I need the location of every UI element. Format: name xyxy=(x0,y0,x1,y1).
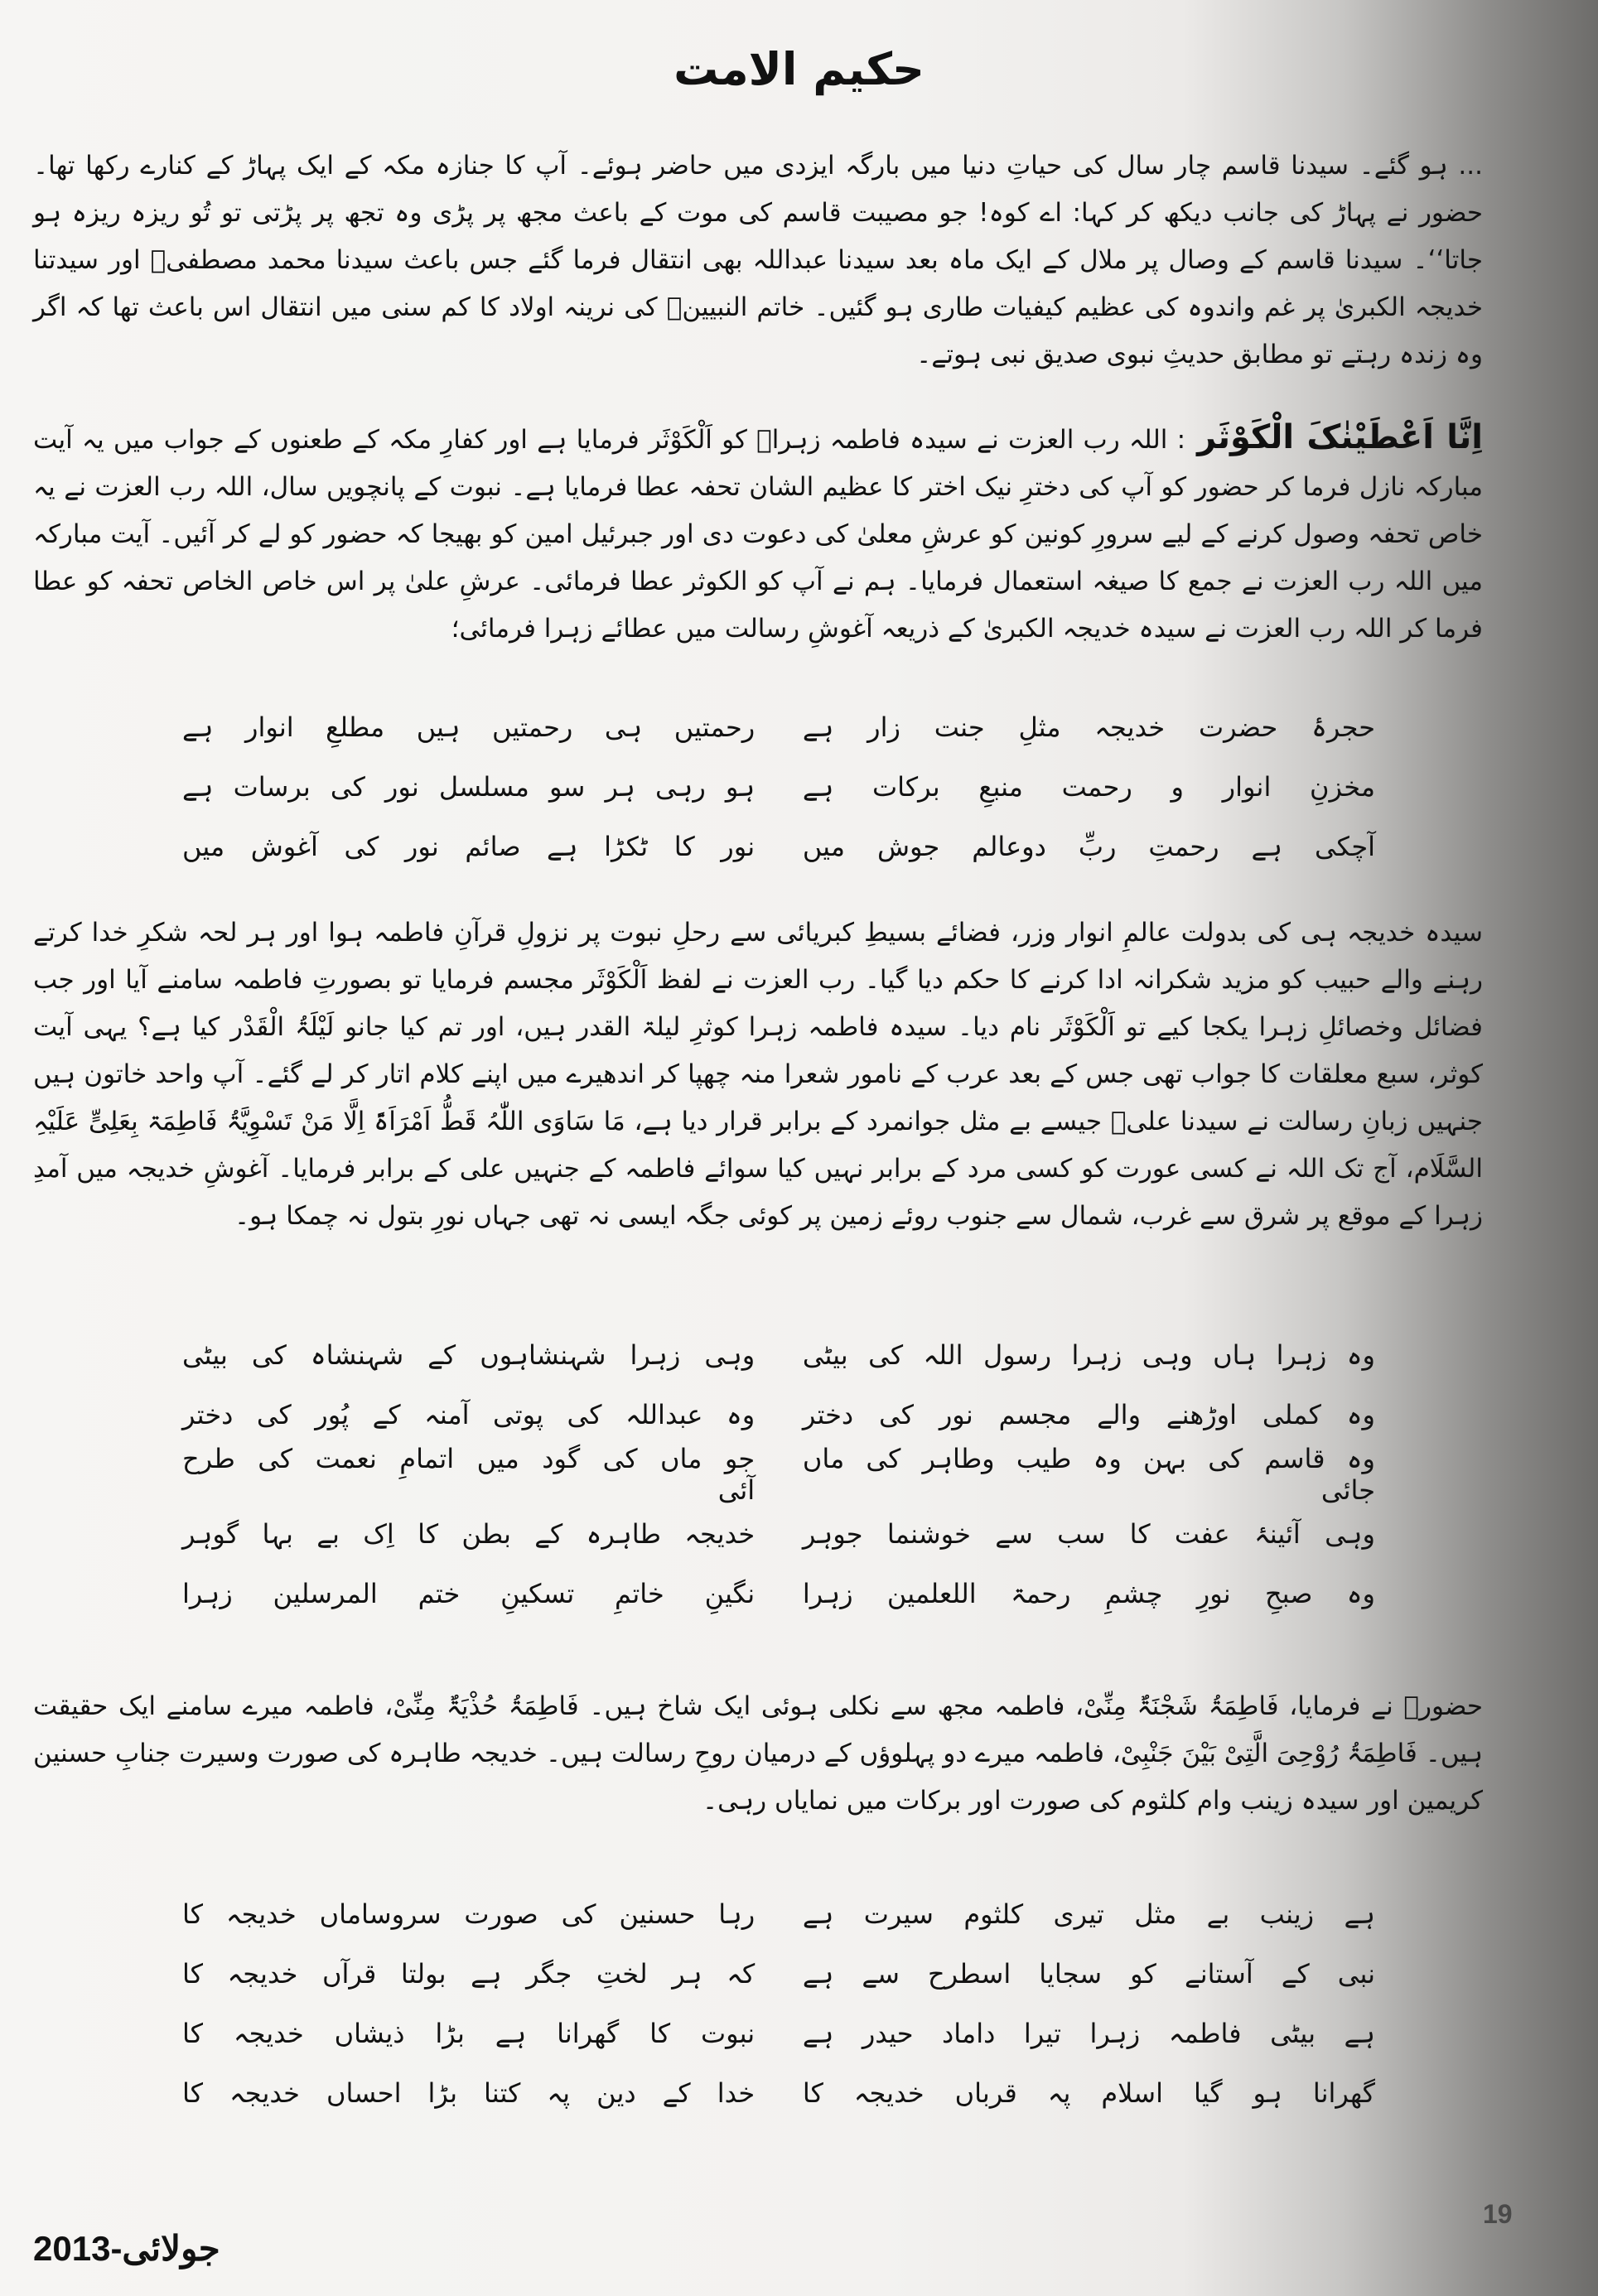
poem-couplet xyxy=(182,2004,1375,2063)
first-hemistich: ہے بیٹی فاطمہ زہرا تیرا داماد حیدر ہے xyxy=(802,2018,1375,2049)
second-hemistich: نبوت کا گھرانا ہے بڑا ذیشاں خدیجہ کا xyxy=(182,2018,756,2049)
paragraph: سیدہ خدیجہ ہی کی بدولت عالمِ انوار وزر، فضائے بسیطِ کبریائی سے رحلِ نبوت پر نزولِ قرآنِ فاطمہ ہوا اور ہر لحہ شکرِ خدا کرتے رہنے والے حبیب کو مزید شکرانہ ادا کرنے کا حکم دیا گیا۔ رب العزت نے لفظ اَلْکَوْثَر مجسم فرمایا تو بصورتِ فاطمہ سامنے آیا اور جب فضائل وخصائلِ زہرا یکجا کیے تو اَلْکَوْثَر نام دیا۔ سیدہ فاطمہ زہرا کوثرِ لیلۃ القدر ہیں، اور تم کیا جانو لَیْلَۃُ الْقَدْر کیا ہے؟ یہی آیت کوثر، سبع معلقات کا جواب تھی جس کے بعد عرب کے نامور شعرا منہ چھپا کر اندھیرے میں اپنے کلام اتار کر لے گئے۔ آپ واحد خاتون ہیں جنہیں زبانِ رسالت نے سیدنا علیؑ جیسے بے مثل جوانمرد کے برابر قرار دیا ہے، مَا سَاوَی اللّٰہُ قَطُّ اَمْرَاَۃً اِلَّا مَنْ تَسْوِیَّۃُ فَاطِمَۃ بِعَلِیٍّ عَلَیْہِ السَّلَام، آج تک اللہ نے کسی عورت کو کسی مرد کے برابر نہیں کیا سوائے فاطمہ کے جنہیں علی کے برابر فرمایا۔ آغوشِ خدیجہ میں آمدِ زہرا کے موقع پر شرق سے غرب، شمال سے جنوب روئے زمین پر کوئی جگہ ایسی نہ تھی جہاں نورِ بتول نہ چمکا ہو۔ xyxy=(33,918,1483,1231)
poem-couplet xyxy=(182,1564,1375,1623)
paragraph: حضورؐ نے فرمایا، فَاطِمَۃُ شَجْنَۃٌ مِنِّیْ، فاطمہ مجھ سے نکلی ہوئی ایک شاخ ہیں۔ فَاطِمَۃُ حُذْیَۃٌ مِنِّیْ، فاطمہ میرے سامنے ایک حقیقت ہیں۔ فَاطِمَۃُ رُوْحِیَ الَّتِیْ بَیْنَ جَنْبِیْ، فاطمہ میرے دو پہلوؤں کے درمیان روحِ رسالت ہیں۔ خدیجہ طاہرہ کی صورت وسیرت جنابِ حسنین کریمین اور سیدہ زینب وام کلثوم کی صورت اور برکات میں نمایاں رہی۔ xyxy=(33,1691,1483,1816)
poem-couplet xyxy=(182,697,1375,757)
second-hemistich: جو ماں کی گود میں اتمامِ نعمت کی طرح آئی xyxy=(182,1443,756,1506)
poem-couplet xyxy=(182,1385,1375,1445)
poem-couplet xyxy=(182,1325,1375,1385)
poem-couplet xyxy=(182,2063,1375,2123)
first-hemistich: حجرۂ حضرت خدیجہ مثلِ جنت زار ہے xyxy=(802,711,1375,743)
second-hemistich: نگینِ خاتمِ تسکینِ ختم المرسلین زہرا xyxy=(182,1578,756,1609)
second-hemistich: نور کا ٹکڑا ہے صائم نور کی آغوش میں xyxy=(182,831,756,862)
second-hemistich: وہی زہرا شہنشاہوں کے شہنشاہ کی بیٹی xyxy=(182,1339,756,1371)
issue-date: جولائی-2013 xyxy=(33,2229,220,2268)
poem-couplet xyxy=(182,1944,1375,2004)
first-hemistich: وہ قاسم کی بہن وہ طیب وطاہر کی ماں جائی xyxy=(802,1443,1375,1506)
section-heading-kausar: اِنَّا اَعْطَیْنٰکَ الْکَوْثَر xyxy=(1197,418,1484,456)
second-hemistich: رحمتیں ہی رحمتیں ہیں مطلعِ انوار ہے xyxy=(182,711,756,743)
second-hemistich: کہ ہر لختِ جگر ہے بولتا قرآں خدیجہ کا xyxy=(182,1958,756,1990)
first-hemistich: وہ زہرا ہاں وہی زہرا رسول اللہ کی بیٹی xyxy=(802,1339,1375,1371)
second-hemistich: رہا حسنین کی صورت سروساماں خدیجہ کا xyxy=(182,1898,756,1930)
paragraph xyxy=(33,414,1483,653)
section-qasim xyxy=(33,142,1483,379)
poem-3 xyxy=(182,1884,1375,2123)
poem-couplet xyxy=(182,1445,1375,1504)
page-number: 19 xyxy=(1483,2199,1513,2229)
first-hemistich: وہ کملی اوڑھنے والے مجسم نور کی دختر xyxy=(802,1399,1375,1430)
first-hemistich: وہی آئینۂ عفت کا سب سے خوشنما جوہر xyxy=(802,1518,1375,1550)
poem-couplet xyxy=(182,757,1375,817)
section-hadith xyxy=(33,1683,1483,1825)
second-hemistich: خدا کے دین پہ کتنا بڑا احساں خدیجہ کا xyxy=(182,2077,756,2109)
second-hemistich: خدیجہ طاہرہ کے بطن کا اِک بے بہا گوہر xyxy=(182,1518,756,1550)
poem-1 xyxy=(182,697,1375,876)
first-hemistich: مخزنِ انوار و رحمت منبعِ برکات ہے xyxy=(802,771,1375,803)
poem-2 xyxy=(182,1325,1375,1623)
first-hemistich: وہ صبحِ نورِ چشمِ رحمۃ اللعلمین زہرا xyxy=(802,1578,1375,1609)
first-hemistich: ہے زینب بے مثل تیری کلثوم سیرت ہے xyxy=(802,1898,1375,1930)
first-hemistich: گھرانا ہو گیا اسلام پہ قرباں خدیجہ کا xyxy=(802,2077,1375,2109)
first-hemistich: آچکی ہے رحمتِ ربِّ دوعالم جوش میں xyxy=(802,831,1375,862)
page-title: حکیم الامت xyxy=(673,43,925,95)
first-hemistich: نبی کے آستانے کو سجایا اسطرح سے ہے xyxy=(802,1958,1375,1990)
poem-couplet xyxy=(182,817,1375,876)
poem-couplet xyxy=(182,1504,1375,1564)
paragraph-text: : اللہ رب العزت نے سیدہ فاطمہ زہراؑ کو اَلْکَوْثَر فرمایا ہے اور کفارِ مکہ کے طعنوں کے جواب میں یہ آیت مبارکہ نازل فرما کر حضور کو آپ کی دخترِ نیک اختر کا عظیم الشان تحفہ عطا فرمایا ہے۔ نبوت کے پانچویں سال، اللہ رب العزت نے یہ خاص تحفہ وصول کرنے کے لیے سرورِ کونین کو عرشِ معلیٰ کی دعوت دی اور جبرئیل امین کو بھیجا کہ حضور کو لے کر آئیں۔ آیت مبارکہ میں اللہ رب العزت نے جمع کا صیغہ استعمال فرمایا۔ ہم نے آپ کو الکوثر عطا فرمائی۔ عرشِ علیٰ پر اس خاص الخاص تحفہ کو عطا فرما کر اللہ رب العزت نے سیدہ خدیجہ الکبریٰ کے ذریعہ آغوشِ رسالت میں عطائے زہرا فرمائی؛ xyxy=(33,425,1483,644)
section-kausar xyxy=(33,414,1483,653)
poem-couplet xyxy=(182,1884,1375,1944)
second-hemistich: وہ عبداللہ کی پوتی آمنہ کے پُور کی دختر xyxy=(182,1399,756,1430)
section-khadija xyxy=(33,909,1483,1240)
paragraph: ... ہو گئے۔ سیدنا قاسم چار سال کی حیاتِ دنیا میں بارگہ ایزدی میں حاضر ہوئے۔ آپ کا جنازہ مکہ کے ایک پہاڑ کے کنارے رکھا تھا۔ حضور نے پہاڑ کی جانب دیکھ کر کہا: اے کوہ! جو مصیبت قاسم کی موت کے باعث مجھ پر پڑی وہ تجھ پر پڑتی تو تُو ریزہ ریزہ ہو جاتا‘‘۔ سیدنا قاسم کے وصال پر ملال کے ایک ماہ بعد سیدنا عبداللہ بھی انتقال فرما گئے جس باعث سیدنا محمد مصطفیؐ اور سیدتنا خدیجہ الکبریٰ پر غم واندوہ کی عظیم کیفیات طاری ہو گئیں۔ خاتم النبیینؐ کی نرینہ اولاد کا کم سنی میں انتقال اس باعث تھا کہ اگر وہ زندہ رہتے تو مطابق حدیثِ نبوی صدیق نبی ہوتے۔ xyxy=(33,151,1483,369)
second-hemistich: ہو رہی ہر سو مسلسل نور کی برسات ہے xyxy=(182,771,756,803)
